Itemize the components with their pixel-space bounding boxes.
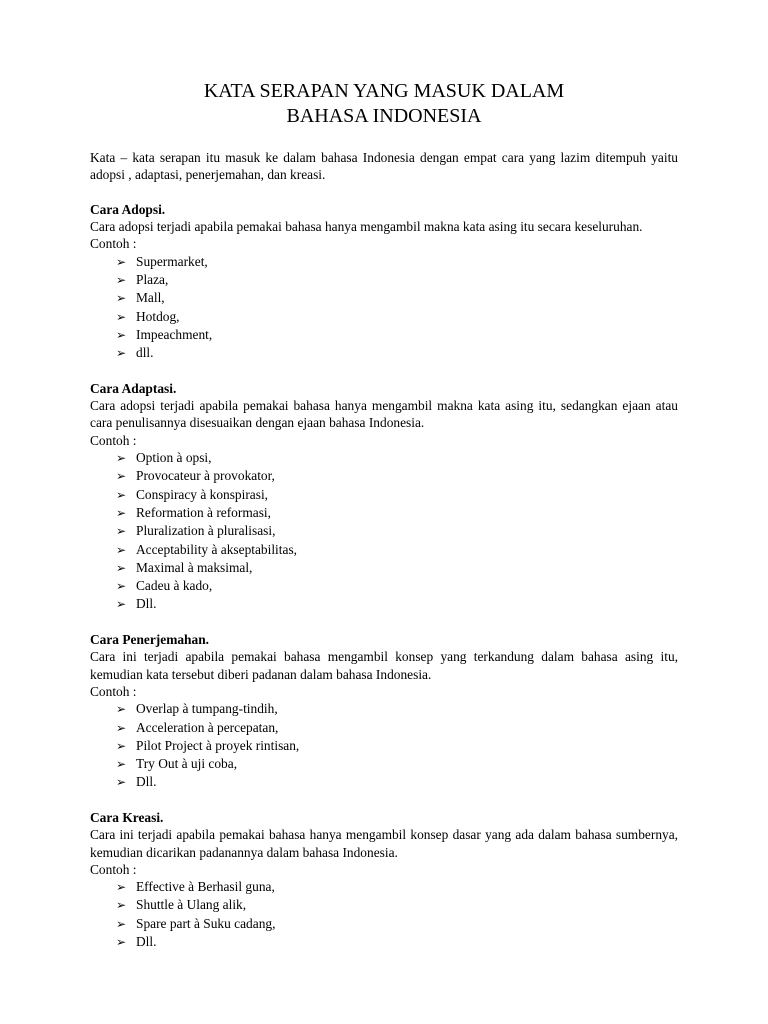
list-item-text: Dll. xyxy=(136,934,157,950)
list-item-text: Impeachment, xyxy=(136,326,213,342)
list-item-text: Plaza, xyxy=(136,272,169,288)
example-list xyxy=(90,700,678,791)
list-item xyxy=(116,933,678,951)
list-item-text: Conspiracy à konspirasi, xyxy=(136,486,269,502)
section-heading: Cara Penerjemahan. xyxy=(90,632,209,648)
example-label: Contoh : xyxy=(90,236,137,252)
arrowhead-bullet-icon: ➢ xyxy=(116,935,127,950)
list-item xyxy=(116,289,678,307)
arrowhead-bullet-icon: ➢ xyxy=(116,880,127,895)
list-item xyxy=(116,737,678,755)
list-item-text: Pilot Project à proyek rintisan, xyxy=(136,737,300,753)
list-item xyxy=(116,326,678,344)
list-item xyxy=(116,559,678,577)
list-item xyxy=(116,486,678,504)
list-item-text: Pluralization à pluralisasi, xyxy=(136,523,276,539)
arrowhead-bullet-icon: ➢ xyxy=(116,309,127,324)
list-item xyxy=(116,308,678,326)
title-line-1: KATA SERAPAN YANG MASUK DALAM xyxy=(203,80,565,102)
list-item-text: Provocateur à provokator, xyxy=(136,468,275,484)
list-item-text: Reformation à reformasi, xyxy=(136,504,271,520)
arrowhead-bullet-icon: ➢ xyxy=(116,916,127,931)
list-item-text: Overlap à tumpang-tindih, xyxy=(136,701,278,717)
arrowhead-bullet-icon: ➢ xyxy=(116,579,127,594)
arrowhead-bullet-icon: ➢ xyxy=(116,487,127,502)
example-list xyxy=(90,253,678,363)
list-item-text: Hotdog, xyxy=(136,308,180,324)
list-item-text: Acceptability à akseptabilitas, xyxy=(136,541,298,557)
list-item xyxy=(116,896,678,914)
section-description: Cara adopsi terjadi apabila pemakai bahasa hanya mengambil makna kata asing itu secara keseluruhan. xyxy=(90,219,643,235)
arrowhead-bullet-icon: ➢ xyxy=(116,327,127,342)
list-item xyxy=(116,915,678,933)
arrowhead-bullet-icon: ➢ xyxy=(116,560,127,575)
arrowhead-bullet-icon: ➢ xyxy=(116,505,127,520)
arrowhead-bullet-icon: ➢ xyxy=(116,469,127,484)
arrowhead-bullet-icon: ➢ xyxy=(116,542,127,557)
section-description: Cara ini terjadi apabila pemakai bahasa mengambil konsep yang terkandung dalam bahasa asing itu, kemudian kata tersebut diberi padanan dalam bahasa Indonesia. xyxy=(90,649,678,682)
list-item xyxy=(116,449,678,467)
list-item-text: Supermarket, xyxy=(136,253,208,269)
list-item-text: Dll. xyxy=(136,596,157,612)
arrowhead-bullet-icon: ➢ xyxy=(116,273,127,288)
section-heading: Cara Adaptasi. xyxy=(90,380,177,396)
arrowhead-bullet-icon: ➢ xyxy=(116,254,127,269)
list-item-text: Shuttle à Ulang alik, xyxy=(136,897,247,913)
list-item-text: Try Out à uji coba, xyxy=(136,756,238,772)
list-item xyxy=(116,344,678,362)
list-item xyxy=(116,271,678,289)
example-label: Contoh : xyxy=(90,683,137,699)
section-1 xyxy=(90,201,678,363)
arrowhead-bullet-icon: ➢ xyxy=(116,597,127,612)
list-item xyxy=(116,253,678,271)
example-label: Contoh : xyxy=(90,432,137,448)
list-item xyxy=(116,755,678,773)
list-item xyxy=(116,700,678,718)
list-item xyxy=(116,773,678,791)
list-item-text: Spare part à Suku cadang, xyxy=(136,915,276,931)
list-item-text: Maximal à maksimal, xyxy=(136,559,253,575)
list-item xyxy=(116,541,678,559)
list-item xyxy=(116,878,678,896)
list-item-text: Cadeu à kado, xyxy=(136,578,213,594)
list-item xyxy=(116,504,678,522)
list-item xyxy=(116,719,678,737)
arrowhead-bullet-icon: ➢ xyxy=(116,291,127,306)
arrowhead-bullet-icon: ➢ xyxy=(116,702,127,717)
list-item-text: dll. xyxy=(136,345,154,361)
section-description: Cara adopsi terjadi apabila pemakai bahasa hanya mengambil makna kata asing itu, sedangkan ejaan atau cara penulisannya disesuaikan dengan ejaan bahasa Indonesia. xyxy=(90,398,678,431)
sections-container xyxy=(90,201,678,951)
example-list xyxy=(90,449,678,614)
arrowhead-bullet-icon: ➢ xyxy=(116,757,127,772)
arrowhead-bullet-icon: ➢ xyxy=(116,720,127,735)
list-item-text: Option à opsi, xyxy=(136,450,212,466)
list-item xyxy=(116,522,678,540)
example-label: Contoh : xyxy=(90,861,137,877)
list-item xyxy=(116,595,678,613)
example-list xyxy=(90,878,678,951)
page-title xyxy=(90,79,678,129)
title-line-2: BAHASA INDONESIA xyxy=(286,105,482,127)
arrowhead-bullet-icon: ➢ xyxy=(116,451,127,466)
section-4 xyxy=(90,809,678,951)
list-item-text: Effective à Berhasil guna, xyxy=(136,879,275,895)
section-heading: Cara Adopsi. xyxy=(90,201,166,217)
section-heading: Cara Kreasi. xyxy=(90,809,164,825)
section-3 xyxy=(90,631,678,792)
section-2 xyxy=(90,380,678,614)
arrowhead-bullet-icon: ➢ xyxy=(116,738,127,753)
list-item-text: Acceleration à percepatan, xyxy=(136,719,279,735)
list-item xyxy=(116,577,678,595)
arrowhead-bullet-icon: ➢ xyxy=(116,346,127,361)
arrowhead-bullet-icon: ➢ xyxy=(116,524,127,539)
list-item xyxy=(116,467,678,485)
arrowhead-bullet-icon: ➢ xyxy=(116,898,127,913)
arrowhead-bullet-icon: ➢ xyxy=(116,775,127,790)
section-description: Cara ini terjadi apabila pemakai bahasa hanya mengambil konsep dasar yang ada dalam bahasa sumbernya, kemudian dicarikan padanannya dalam bahasa Indonesia. xyxy=(90,827,678,860)
list-item-text: Mall, xyxy=(136,290,165,306)
intro-paragraph: Kata – kata serapan itu masuk ke dalam bahasa Indonesia dengan empat cara yang lazim ditempuh yaitu adopsi , adaptasi, penerjemahan, dan kreasi. xyxy=(90,150,678,183)
list-item-text: Dll. xyxy=(136,774,157,790)
